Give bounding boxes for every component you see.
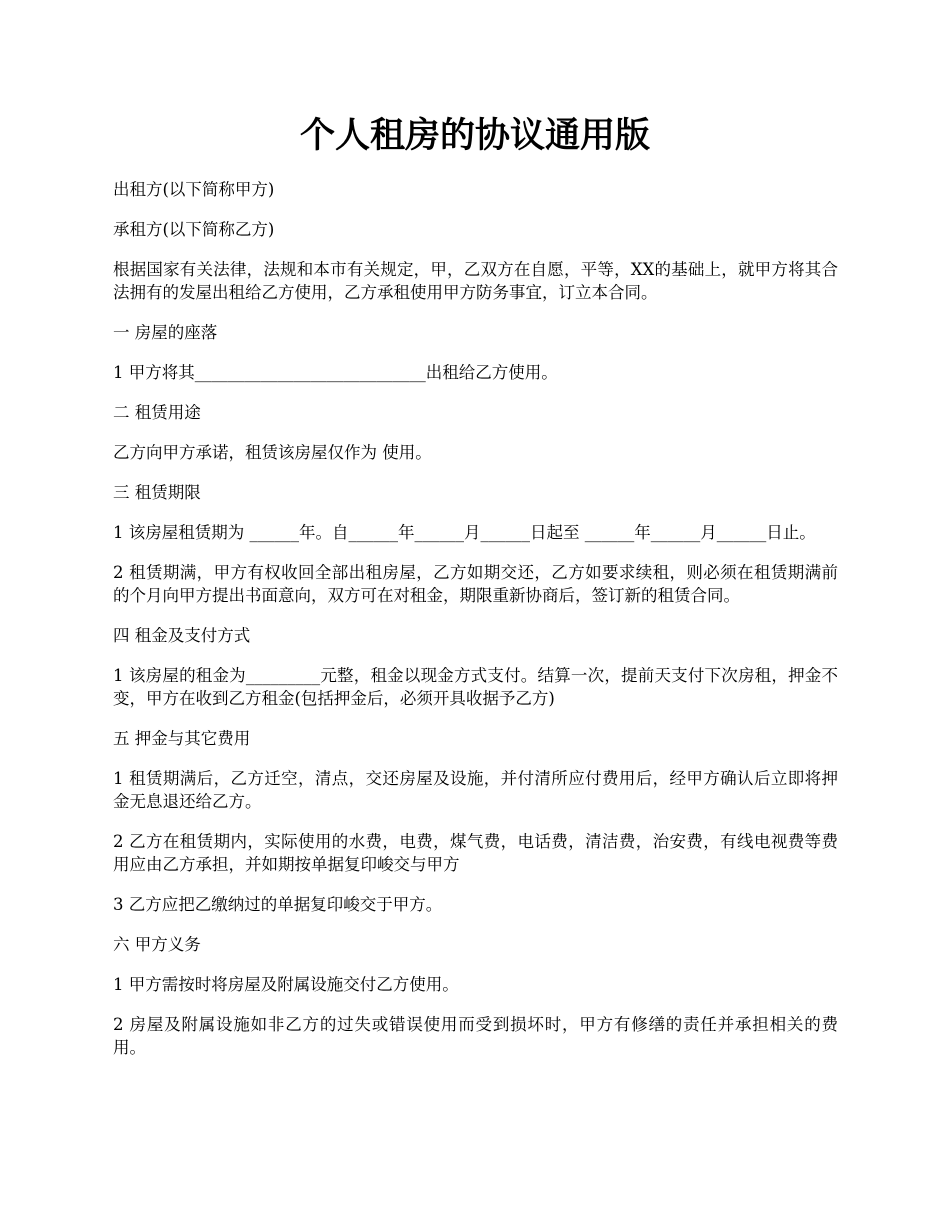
clause-deposit-1: 1 租赁期满后，乙方迁空，清点，交还房屋及设施，并付清所应付费用后，经甲方确认后立即将押金无息退还给乙方。 — [113, 769, 838, 811]
clause-deposit-3: 3 乙方应把乙缴纳过的单据复印峻交于甲方。 — [113, 895, 443, 914]
document-body — [113, 178, 838, 1076]
section-heading-rent: 四 租金及支付方式 — [113, 626, 251, 645]
party-b-line: 承租方(以下简称乙方) — [113, 220, 275, 239]
clause-rent-1: 1 该房屋的租金为_________元整，租金以现金方式支付。结算一次，提前天支付下次房租，押金不变，甲方在收到乙方租金(包括押金后，必须开具收据予乙方) — [113, 666, 838, 708]
section-heading-location: 一 房屋的座落 — [113, 323, 218, 342]
preamble-paragraph: 根据国家有关法律，法规和本市有关规定，甲，乙双方在自愿，平等，XX的基础上，就甲方将其合法拥有的发屋出租给乙方使用，乙方承租使用甲方防务事宜，订立本合同。 — [113, 260, 838, 302]
clause-landlord-duty-2: 2 房屋及附属设施如非乙方的过失或错误使用而受到损坏时，甲方有修缮的责任并承担相关的费用。 — [113, 1015, 838, 1057]
document-title: 个人租房的协议通用版 — [299, 115, 650, 156]
section-heading-landlord-duties: 六 甲方义务 — [113, 935, 201, 954]
clause-term-2: 2 租赁期满，甲方有权收回全部出租房屋，乙方如期交还，乙方如要求续租，则必须在租赁期满前的个月向甲方提出书面意向，双方可在对租金，期限重新协商后，签订新的租赁合同。 — [113, 563, 838, 605]
section-heading-deposit: 五 押金与其它费用 — [113, 729, 251, 748]
party-a-line: 出租方(以下简称甲方) — [113, 180, 275, 199]
clause-deposit-2: 2 乙方在租赁期内，实际使用的水费，电费，煤气费，电话费，清洁费，治安费，有线电视费等费用应由乙方承担，并如期按单据复印峻交与甲方 — [113, 832, 838, 874]
clause-term-1: 1 该房屋租赁期为 ______年。自______年______月______日起至 ______年______月______日止。 — [113, 523, 816, 542]
clause-purpose: 乙方向甲方承诺，租赁该房屋仅作为 使用。 — [113, 443, 432, 462]
clause-location-1: 1 甲方将其____________________________出租给乙方使用。 — [113, 363, 558, 382]
section-heading-purpose: 二 租赁用途 — [113, 403, 201, 422]
clause-landlord-duty-1: 1 甲方需按时将房屋及附属设施交付乙方使用。 — [113, 975, 459, 994]
section-heading-term: 三 租赁期限 — [113, 483, 201, 502]
